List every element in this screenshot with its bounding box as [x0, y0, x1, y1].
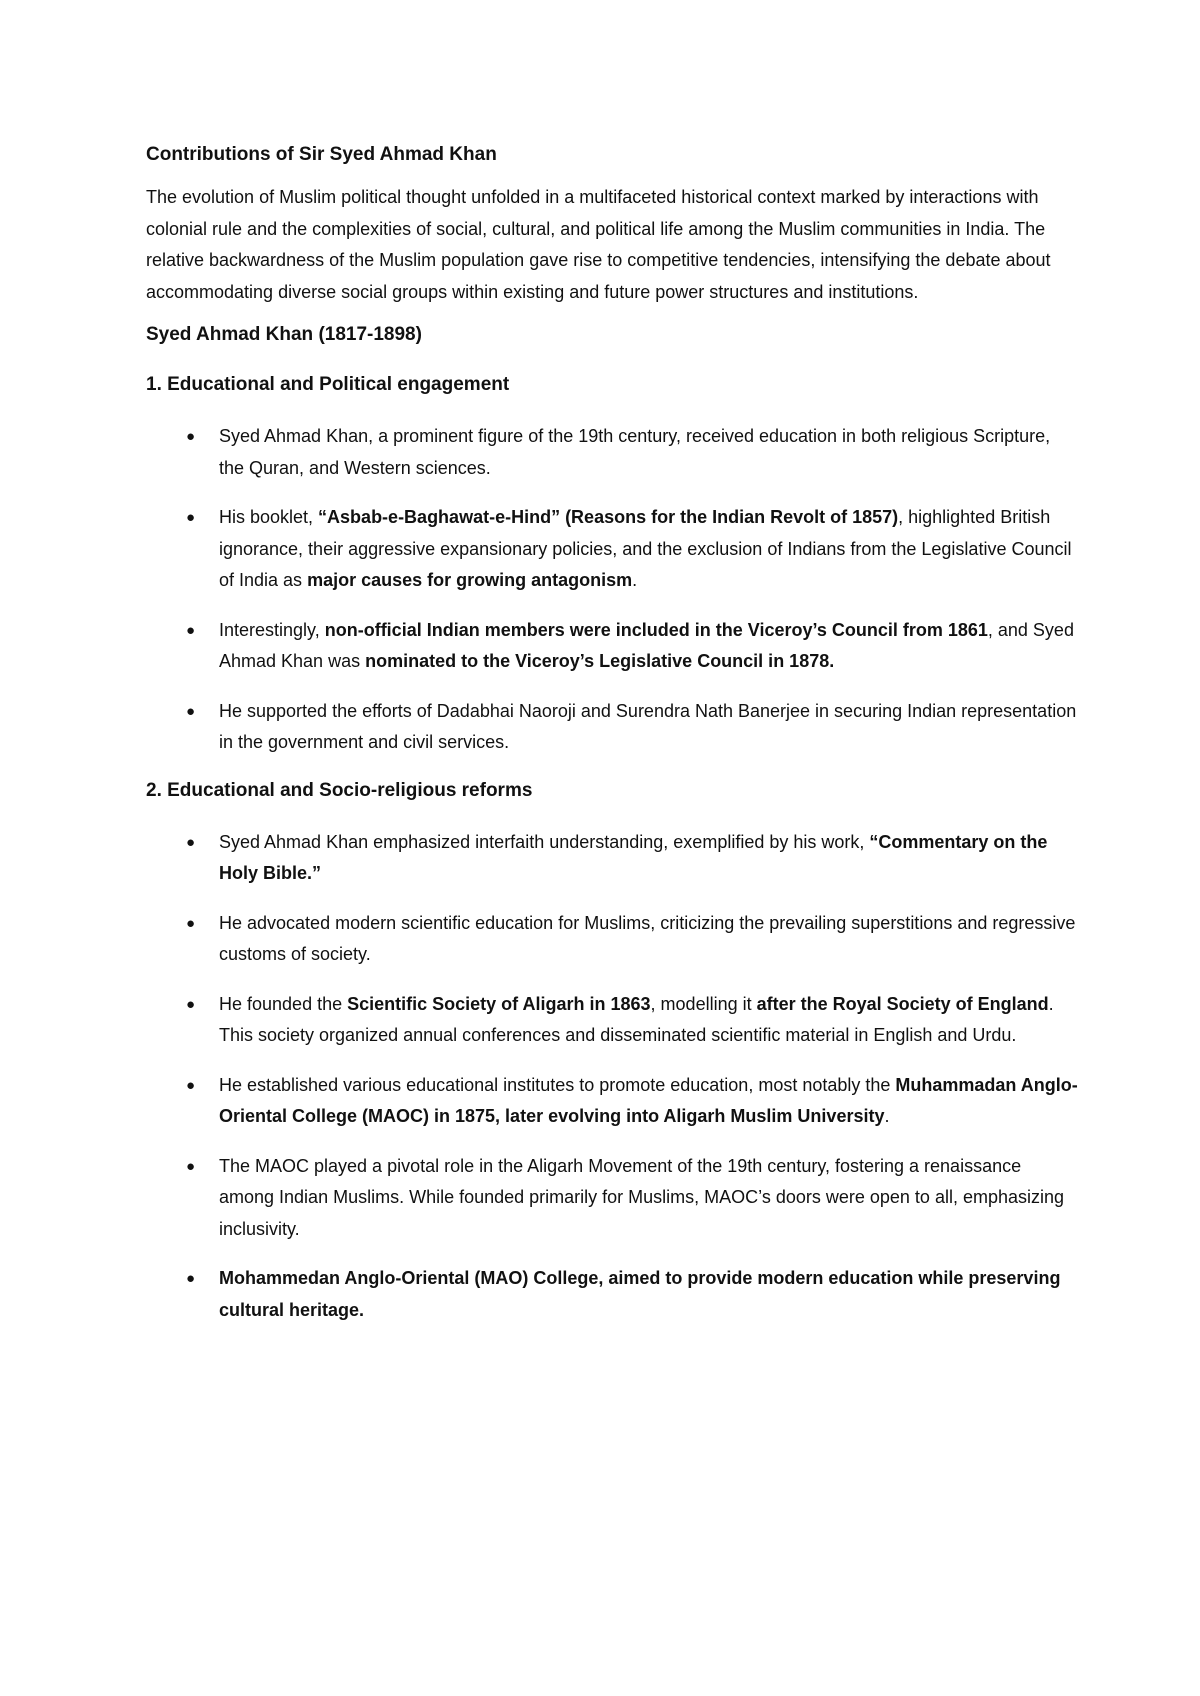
item-bold-text: Mohammedan Anglo-Oriental (MAO) College, aimed to provide modern education while preserving cultural heritage.	[219, 1268, 1061, 1320]
bullet-icon: ●	[186, 1270, 196, 1287]
item-text: He established various educational institutes to promote education, most notably the	[219, 1074, 896, 1095]
list-item	[146, 1151, 1080, 1246]
item-text: , highlighted British ignorance, their aggressive expansionary policies, and the exclusion of Indians from the Legislative Council of India as	[219, 507, 1072, 590]
item-text: , and Syed Ahmad Khan was	[219, 619, 1074, 671]
bullet-icon: ●	[186, 914, 196, 932]
item-text: Syed Ahmad Khan emphasized interfaith understanding, exemplified by his work,	[219, 831, 870, 852]
bullet-icon: ●	[186, 702, 196, 720]
item-text: .	[884, 1106, 890, 1126]
list-item	[146, 615, 1080, 678]
bullet-list-reforms	[146, 827, 1080, 1327]
bullet-icon: ●	[186, 509, 196, 526]
list-item	[146, 1070, 1080, 1133]
document-title: Contributions of Sir Syed Ahmad Khan	[146, 144, 497, 165]
item-text: . This society organized annual conferences and disseminated scientific material in English and Urdu.	[219, 993, 1054, 1045]
bullet-list-political	[146, 421, 1080, 759]
bullet-icon: ●	[186, 428, 196, 445]
item-text: He founded the	[219, 993, 348, 1014]
list-item	[146, 502, 1080, 597]
bullet-icon: ●	[186, 1157, 196, 1175]
subtitle-heading: Syed Ahmad Khan (1817-1898)	[146, 324, 422, 345]
list-item	[146, 696, 1080, 759]
item-text: Syed Ahmad Khan, a prominent figure of the 19th century, received education in both religious Scripture, the Quran, and Western sciences.	[219, 426, 1051, 478]
bullet-icon: ●	[186, 621, 196, 639]
list-item	[146, 989, 1080, 1052]
item-text: He advocated modern scientific education for Muslims, criticizing the prevailing superstitions and regressive customs of society.	[219, 912, 1076, 964]
item-bold-text: “Commentary on the Holy Bible.”	[219, 831, 1048, 883]
item-bold-text: after the Royal Society of England	[756, 993, 1049, 1014]
list-item	[146, 1263, 1080, 1326]
item-bold-text: non-official Indian members were included in the Viceroy’s Council from 1861	[324, 619, 988, 640]
item-bold-text: Muhammadan Anglo-Oriental College (MAOC) in 1875, later evolving into Aligarh Muslim University	[219, 1074, 1078, 1126]
item-text: His booklet,	[219, 507, 319, 527]
item-text: Interestingly,	[219, 619, 325, 640]
bullet-icon: ●	[186, 833, 196, 851]
section-heading-political: 1. Educational and Political engagement	[146, 374, 510, 395]
item-bold-text: nominated to the Viceroy’s Legislative Council in 1878.	[365, 651, 835, 671]
bullet-icon: ●	[186, 995, 196, 1013]
intro-paragraph: The evolution of Muslim political thought unfolded in a multifaceted historical context marked by interactions with colonial rule and the complexities of social, cultural, and political life among the Muslim communities in India. The relative backwardness of the Muslim population gave rise to competitive tendencies, intensifying the debate about accommodating diverse social groups within existing and future power structures and institutions.	[146, 187, 1051, 302]
item-bold-text: Scientific Society of Aligarh in 1863	[347, 993, 651, 1014]
section-heading-reforms: 2. Educational and Socio-religious reforms	[146, 779, 533, 801]
item-text: .	[632, 570, 638, 590]
item-bold-text: “Asbab-e-Baghawat-e-Hind” (Reasons for the Indian Revolt of 1857)	[318, 507, 899, 527]
bullet-icon: ●	[186, 1076, 196, 1094]
list-item	[146, 421, 1080, 484]
list-item	[146, 827, 1080, 890]
item-text: The MAOC played a pivotal role in the Aligarh Movement of the 19th century, fostering a renaissance among Indian Muslims. While founded primarily for Muslims, MAOC’s doors were open to all, emphasizing inclusivity.	[219, 1155, 1065, 1239]
item-text: , modelling it	[650, 993, 757, 1014]
item-text: He supported the efforts of Dadabhai Naoroji and Surendra Nath Banerjee in securing Indian representation in the government and civil services.	[219, 700, 1077, 752]
item-bold-text: major causes for growing antagonism	[307, 570, 633, 590]
list-item	[146, 908, 1080, 971]
